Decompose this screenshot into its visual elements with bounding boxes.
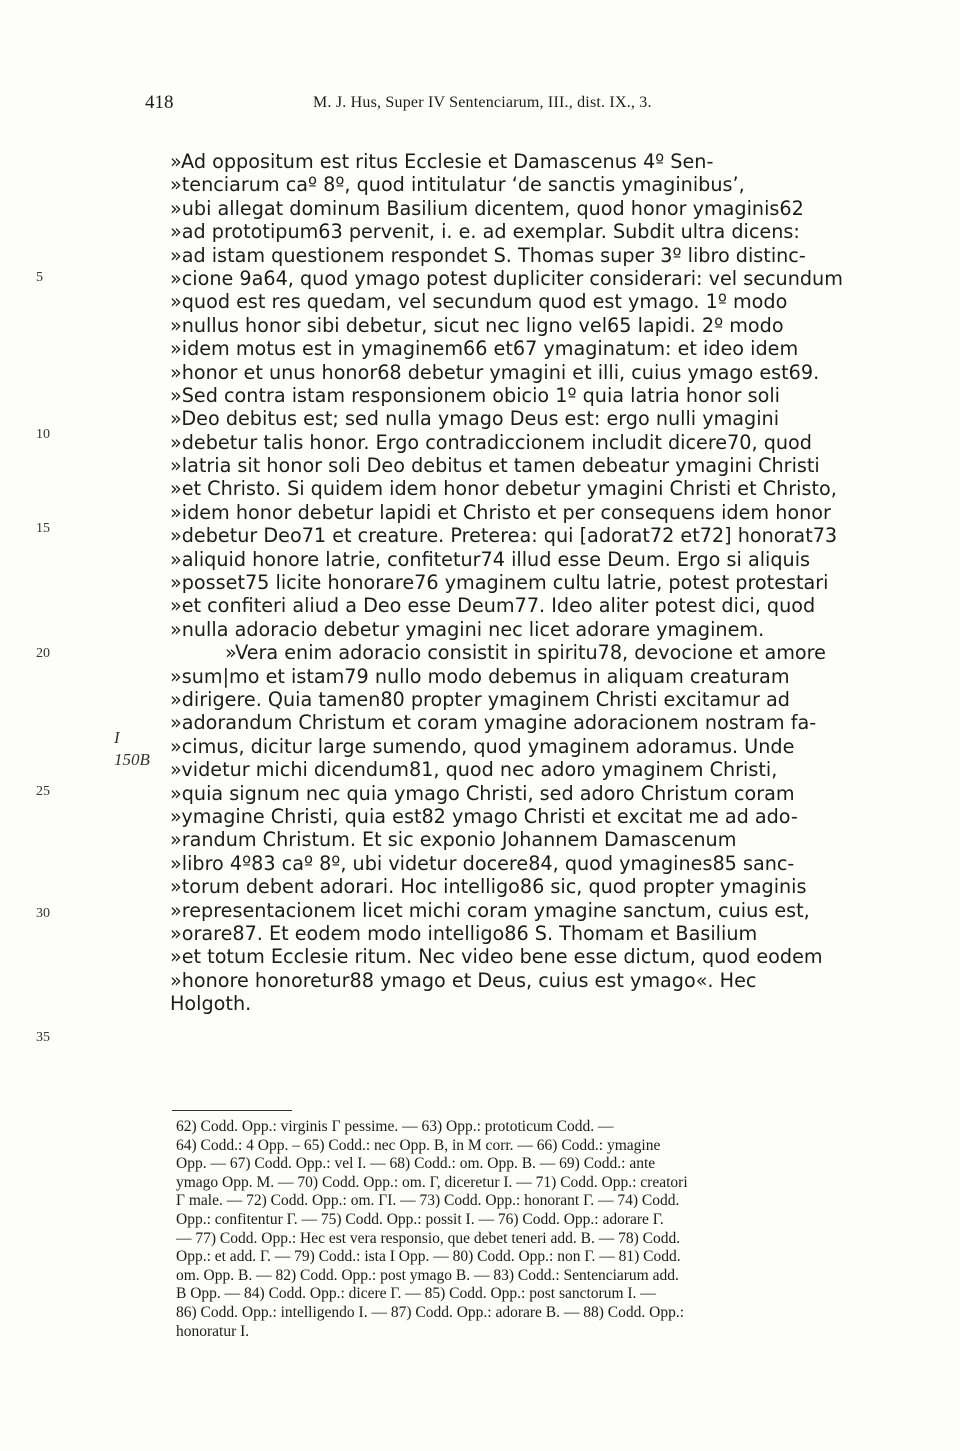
text-line: »debetur talis honor. Ergo contradiccionem includit dicere70, quod	[170, 430, 812, 454]
text-line: »idem motus est in ymaginem66 et67 ymaginatum: et ideo idem	[170, 337, 799, 361]
text-line: »ad prototipum63 pervenit, i. e. ad exemplar. Subdit ultra dicens:	[170, 220, 800, 244]
text-line: »Deo debitus est; sed nulla ymago Deus est: ergo nulli ymagini	[170, 407, 780, 431]
running-head: M. J. Hus, Super IV Sentenciarum, III., dist. IX., 3.	[313, 94, 652, 111]
page-number: 418	[145, 92, 174, 113]
page-header	[145, 92, 905, 122]
text-line: »tenciarum caº 8º, quod intitulatur ‘de sanctis ymaginibus’,	[170, 173, 745, 197]
line-number-15: 15	[36, 521, 50, 536]
text-line: »torum debent adorari. Hoc intelligo86 sic, quod propter ymaginis	[170, 875, 807, 899]
footnote-line: Opp.: et add. Γ. — 79) Codd.: ista I Opp. — 80) Codd. Opp.: non Γ. — 81) Codd.	[176, 1248, 681, 1266]
text-line: »honor et unus honor68 debetur ymagini et illi, cuius ymago est69.	[170, 360, 820, 384]
text-line: »orare87. Et eodem modo intelligo86 S. Thomam et Basilium	[170, 921, 758, 945]
text-line: »posset75 licite honorare76 ymaginem cultu latrie, potest protestari	[170, 571, 829, 595]
text-line: »quod est res quedam, vel secundum quod est ymago. 1º modo	[170, 290, 788, 314]
main-text	[170, 150, 910, 1015]
text-line: »aliquid honore latrie, confitetur74 illud esse Deum. Ergo si aliquis	[170, 547, 811, 571]
text-line: »ymagine Christi, quia est82 ymago Christi et excitat me ad ado-	[170, 804, 798, 828]
text-line: »idem honor debetur lapidi et Christo et per consequens idem honor	[170, 500, 831, 524]
line-number-25: 25	[36, 784, 50, 799]
footnotes	[176, 1118, 906, 1341]
footnote-line: honoratur I.	[176, 1322, 250, 1340]
text-line: »dirigere. Quia tamen80 propter ymaginem Christi excitamur ad	[170, 687, 790, 711]
line-number-5: 5	[36, 270, 43, 285]
text-line: Holgoth.	[170, 992, 252, 1016]
line-number-30: 30	[36, 906, 50, 921]
text-line: »cimus, dicitur large sumendo, quod ymaginem adoramus. Unde	[170, 734, 795, 758]
folio-mark: I	[114, 728, 120, 747]
text-line: »et confiteri aliud a Deo esse Deum77. Ideo aliter potest dici, quod	[170, 594, 816, 618]
text-line: »libro 4º83 caº 8º, ubi videtur docere84, quod ymagines85 sanc-	[170, 851, 795, 875]
line-number-35: 35	[36, 1030, 50, 1045]
text-line: »ubi allegat dominum Basilium dicentem, quod honor ymaginis62	[170, 196, 804, 220]
footnote-line: 86) Codd. Opp.: intelligendo I. — 87) Codd. Opp.: adorare B. — 88) Codd. Opp.:	[176, 1303, 685, 1321]
text-line: »quia signum nec quia ymago Christi, sed adoro Christum coram	[170, 781, 795, 805]
footnote-line: Γ male. — 72) Codd. Opp.: om. ΓI. — 73) Codd. Opp.: honorant Γ. — 74) Codd.	[176, 1192, 680, 1210]
footnote-line: Opp. — 67) Codd. Opp.: vel I. — 68) Codd.: om. Opp. B. — 69) Codd.: ante	[176, 1155, 656, 1173]
text-line: »cione 9a64, quod ymago potest dupliciter considerari: vel secundum	[170, 266, 843, 290]
text-line: »latria sit honor soli Deo debitus et tamen debeatur ymagini Christi	[170, 454, 820, 478]
text-line: »debetur Deo71 et creature. Preterea: qui [adorat72 et72] honorat73	[170, 524, 838, 548]
text-line: »et totum Ecclesie ritum. Nec video bene esse dictum, quod eodem	[170, 945, 823, 969]
footnote-line: ymago Opp. M. — 70) Codd. Opp.: om. Γ, diceretur I. — 71) Codd. Opp.: creatori	[176, 1173, 688, 1191]
text-line: »Ad oppositum est ritus Ecclesie et Damascenus 4º Sen-	[170, 150, 714, 173]
footnote-line: Opp.: confitentur Γ. — 75) Codd. Opp.: possit I. — 76) Codd. Opp.: adorare Γ.	[176, 1210, 664, 1228]
text-line: »videtur michi dicendum81, quod nec adoro ymaginem Christi,	[170, 758, 778, 782]
text-line: »nullus honor sibi debetur, sicut nec ligno vel65 lapidi. 2º modo	[170, 313, 784, 337]
footnote-divider	[172, 1110, 292, 1111]
footnote-line: 64) Codd.: 4 Opp. – 65) Codd.: nec Opp. B, in M corr. — 66) Codd.: ymagine	[176, 1136, 661, 1154]
footnote-line: — 77) Codd. Opp.: Hec est vera responsio, que debet teneri add. B. — 78) Codd.	[176, 1229, 681, 1247]
line-number-10: 10	[36, 427, 50, 442]
text-line: »adorandum Christum et coram ymagine adoracionem nostram fa-	[170, 711, 817, 735]
text-line: »Sed contra istam responsionem obicio 1º quia latria honor soli	[170, 383, 781, 407]
text-line: »ad istam questionem respondet S. Thomas super 3º libro distinc-	[170, 243, 806, 267]
footnote-line: B Opp. — 84) Codd. Opp.: dicere Γ. — 85) Codd. Opp.: post sanctorum I. —	[176, 1285, 656, 1303]
text-line: »sum|mo et istam79 nullo modo debemus in aliquam creaturam	[170, 664, 790, 688]
text-line: »honore honoretur88 ymago et Deus, cuius est ymago«. Hec	[170, 968, 757, 992]
line-number-20: 20	[36, 646, 50, 661]
text-line: »representacionem licet michi coram ymagine sanctum, cuius est,	[170, 898, 810, 922]
text-line: »nulla adoracio debetur ymagini nec licet adorare ymaginem.	[170, 617, 765, 641]
footnote-line: om. Opp. B. — 82) Codd. Opp.: post ymago B. — 83) Codd.: Sentenciarum add.	[176, 1266, 679, 1284]
text-line: »et Christo. Si quidem idem honor debetur ymagini Christi et Christo,	[170, 477, 837, 501]
text-line: »Vera enim adoracio consistit in spiritu78, devocione et amore	[225, 641, 826, 665]
footnote-line: 62) Codd. Opp.: virginis Γ pessime. — 63) Opp.: prototicum Codd. —	[176, 1118, 614, 1135]
text-line: »randum Christum. Et sic exponio Johannem Damascenum	[170, 828, 737, 852]
folio-mark: 150B	[114, 750, 150, 769]
